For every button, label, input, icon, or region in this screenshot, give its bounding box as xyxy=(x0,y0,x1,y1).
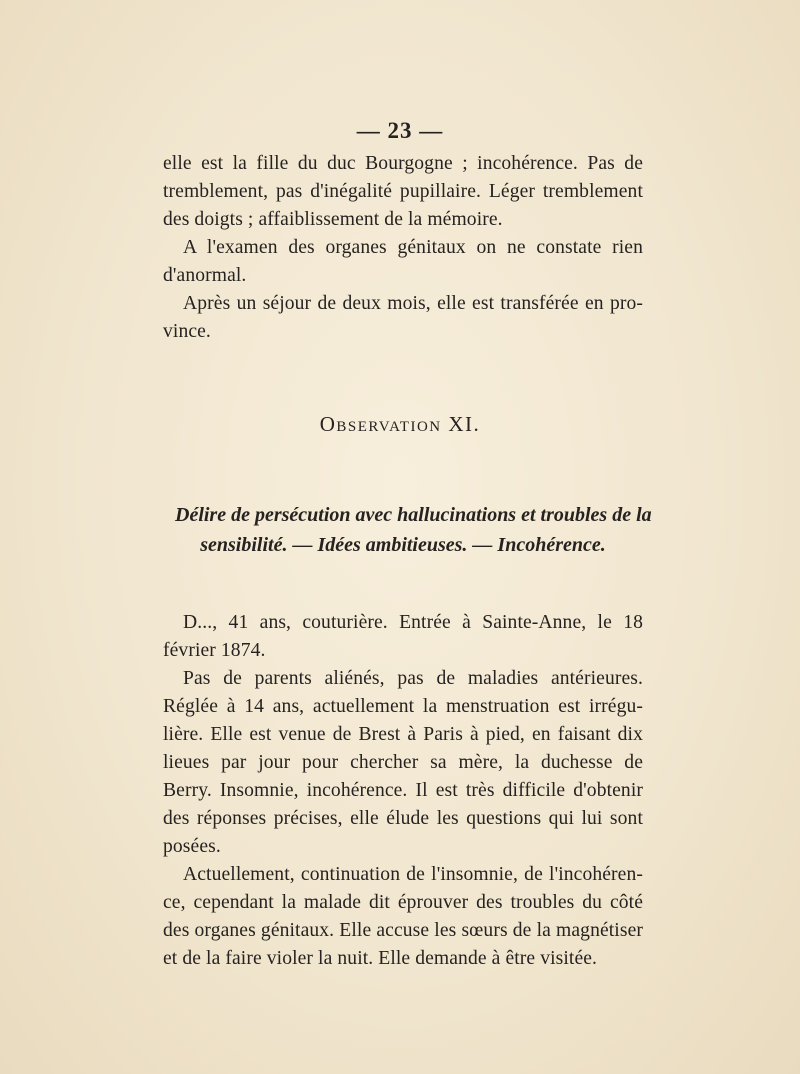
text-line: A l'examen des organes génitaux on ne constate rien xyxy=(183,237,643,258)
text-line: lieues par jour pour chercher sa mère, la duchesse de xyxy=(163,752,643,773)
text-line: Après un séjour de deux mois, elle est transférée en pro- xyxy=(183,293,643,314)
text-line: des réponses précises, elle élude les questions qui lui sont xyxy=(163,808,643,829)
text-line: lière. Elle est venue de Brest à Paris à pied, en faisant dix xyxy=(163,724,643,745)
text-line: Réglée à 14 ans, actuellement la menstruation est irrégu- xyxy=(163,696,643,717)
paragraph-top-1 xyxy=(163,150,643,234)
text-line: vince. xyxy=(163,321,211,342)
text-line: et de la faire violer la nuit. Elle demande à être visitée. xyxy=(163,948,598,969)
observation-title: Observation XI. xyxy=(319,412,481,436)
text-line: posées. xyxy=(163,836,221,857)
paragraph-body-3 xyxy=(163,861,643,973)
text-line: des doigts ; affaiblissement de la mémoire. xyxy=(163,209,503,230)
text-line: ce, cependant la malade dit éprouver des troubles du côté xyxy=(163,892,643,913)
paragraph-top-3 xyxy=(163,290,643,346)
paragraph-top-2 xyxy=(163,234,643,290)
text-line: D..., 41 ans, couturière. Entrée à Sainte-Anne, le 18 xyxy=(183,612,643,633)
page-number: — 23 — xyxy=(356,118,444,143)
text-line: d'anormal. xyxy=(163,265,247,286)
text-line: Actuellement, continuation de l'insomnie, de l'incohéren- xyxy=(183,864,643,885)
paragraph-body-2 xyxy=(163,665,643,861)
observation-body xyxy=(163,609,643,973)
text-line: tremblement, pas d'inégalité pupillaire. Léger tremblement xyxy=(163,181,643,202)
observation-subtitle xyxy=(163,500,652,560)
text-line: Berry. Insomnie, incohérence. Il est très difficile d'obtenir xyxy=(163,780,643,801)
top-section xyxy=(163,150,643,346)
paragraph-body-1 xyxy=(163,609,643,665)
text-line: elle est la fille du duc Bourgogne ; incohérence. Pas de xyxy=(163,153,643,174)
subtitle-line: Délire de persécution avec hallucinations et troubles de la xyxy=(175,504,652,526)
subtitle-line: sensibilité. — Idées ambitieuses. — Incohérence. xyxy=(200,534,606,556)
text-line: Pas de parents aliénés, pas de maladies antérieures. xyxy=(183,668,643,689)
text-line: des organes génitaux. Elle accuse les sœurs de la magnétiser xyxy=(163,920,643,941)
text-line: février 1874. xyxy=(163,640,266,661)
